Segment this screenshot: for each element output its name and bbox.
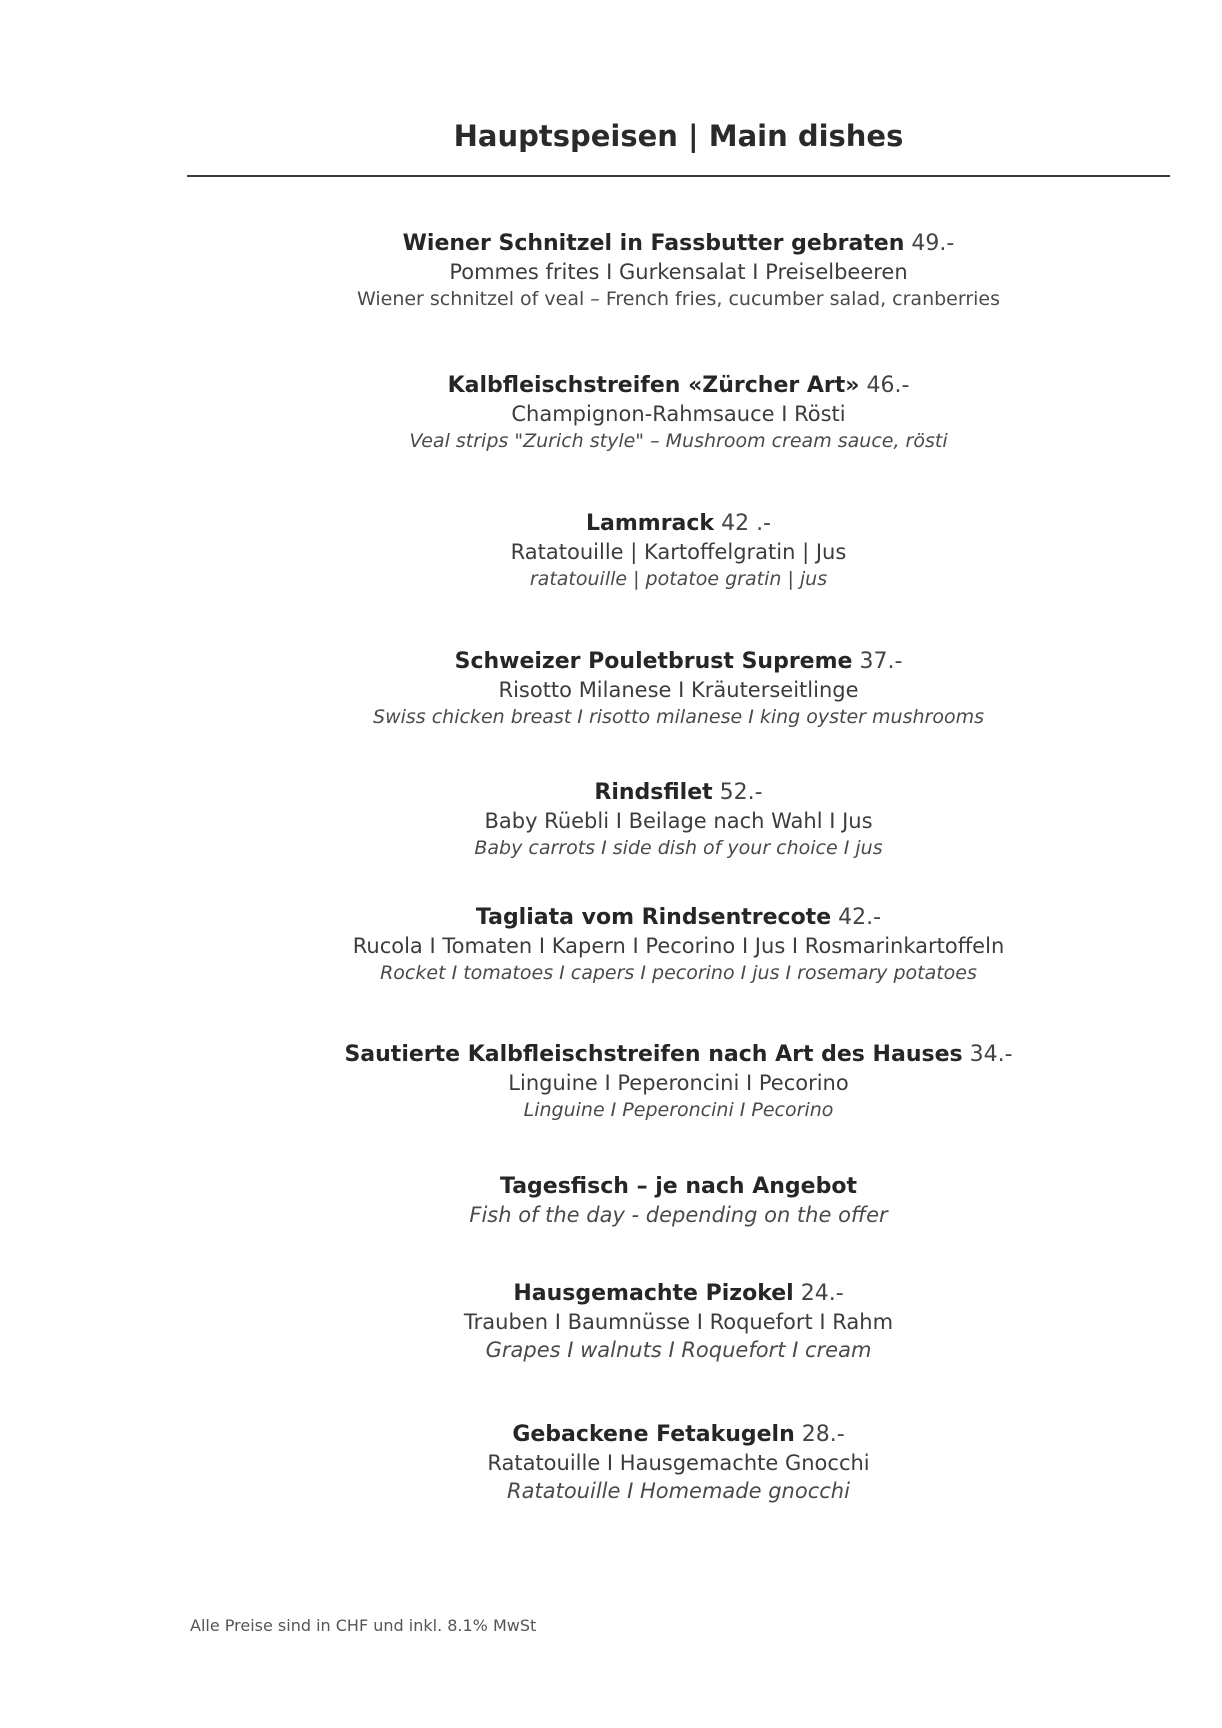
dish-item-sautierte-kalbfleischstreifen xyxy=(187,1041,1170,1124)
dish-price: 28.- xyxy=(801,1422,845,1447)
dish-name: Rindsfilet xyxy=(594,780,713,805)
dish-price: 34.- xyxy=(969,1042,1013,1067)
dish-item-lammrack xyxy=(187,510,1170,593)
dish-name: Tagesfisch – je nach Angebot xyxy=(500,1174,857,1199)
dish-description-en: Grapes I walnuts I Roquefort I cream xyxy=(485,1338,872,1362)
dish-description-en: Rocket I tomatoes I capers I pecorino I jus I rosemary potatoes xyxy=(380,962,977,984)
dish-name: Wiener Schnitzel in Fassbutter gebraten xyxy=(402,231,905,256)
dish-price: 52.- xyxy=(719,780,763,805)
dish-description-de: Linguine I Peperoncini I Pecorino xyxy=(508,1071,849,1095)
dish-description-en: Ratatouille I Homemade gnocchi xyxy=(507,1479,850,1503)
dish-price: 49.- xyxy=(911,231,955,256)
dish-description-de: Risotto Milanese I Kräuterseitlinge xyxy=(498,678,859,702)
dish-price: 42.- xyxy=(838,905,882,930)
dish-description-de: Trauben I Baumnüsse I Roquefort I Rahm xyxy=(463,1310,894,1334)
dish-name: Hausgemachte Pizokel xyxy=(513,1281,794,1306)
dish-item-tagesfisch xyxy=(187,1173,1170,1229)
dish-description-en: Fish of the day - depending on the offer xyxy=(469,1203,888,1227)
page-title: Hauptspeisen | Main dishes xyxy=(453,119,904,153)
dish-price: 42 .- xyxy=(721,511,771,536)
dish-item-wiener-schnitzel xyxy=(187,230,1170,313)
dish-description-en: ratatouille | potatoe gratin | jus xyxy=(529,568,828,590)
dish-description-de: Baby Rüebli I Beilage nach Wahl I Jus xyxy=(484,809,873,833)
dish-description-en: Swiss chicken breast I risotto milanese I king oyster mushrooms xyxy=(373,706,984,728)
dish-name: Sautierte Kalbfleischstreifen nach Art des Hauses xyxy=(344,1042,963,1067)
dish-item-rindsfilet xyxy=(187,779,1170,862)
dish-description-de: Pommes frites I Gurkensalat I Preiselbeeren xyxy=(449,260,908,284)
dish-description-en: Veal strips "Zurich style" – Mushroom cream sauce, rösti xyxy=(409,430,948,452)
dish-description-en: Baby carrots I side dish of your choice I jus xyxy=(474,837,883,859)
dish-description-en: Wiener schnitzel of veal – French fries, cucumber salad, cranberries xyxy=(356,288,1001,310)
dish-name: Schweizer Pouletbrust Supreme xyxy=(454,649,853,674)
dish-price: 46.- xyxy=(866,373,910,398)
dish-name: Gebackene Fetakugeln xyxy=(512,1422,795,1447)
dish-name: Tagliata vom Rindsentrecote xyxy=(475,905,832,930)
dish-description-de: Champignon-Rahmsauce I Rösti xyxy=(511,402,846,426)
price-footnote: Alle Preise sind in CHF und inkl. 8.1% MwSt xyxy=(190,1616,537,1635)
dish-item-fetakugeln xyxy=(187,1421,1170,1505)
dish-item-pouletbrust xyxy=(187,648,1170,731)
dish-description-de: Ratatouille | Kartoffelgratin | Jus xyxy=(510,540,847,564)
dish-name: Kalbfleischstreifen «Zürcher Art» xyxy=(447,373,860,398)
dish-item-tagliata xyxy=(187,904,1170,987)
dish-description-de: Rucola I Tomaten I Kapern I Pecorino I Jus I Rosmarinkartoffeln xyxy=(352,934,1005,958)
dish-price: 24.- xyxy=(800,1281,844,1306)
dish-item-kalbfleischstreifen-zuercher xyxy=(187,372,1170,455)
title-divider xyxy=(187,175,1170,177)
dish-name: Lammrack xyxy=(585,511,715,536)
dish-description-en: Linguine I Peperoncini I Pecorino xyxy=(523,1099,834,1121)
dish-price: 37.- xyxy=(859,649,903,674)
dish-description-de: Ratatouille I Hausgemachte Gnocchi xyxy=(487,1451,870,1475)
dish-item-pizokel xyxy=(187,1280,1170,1364)
